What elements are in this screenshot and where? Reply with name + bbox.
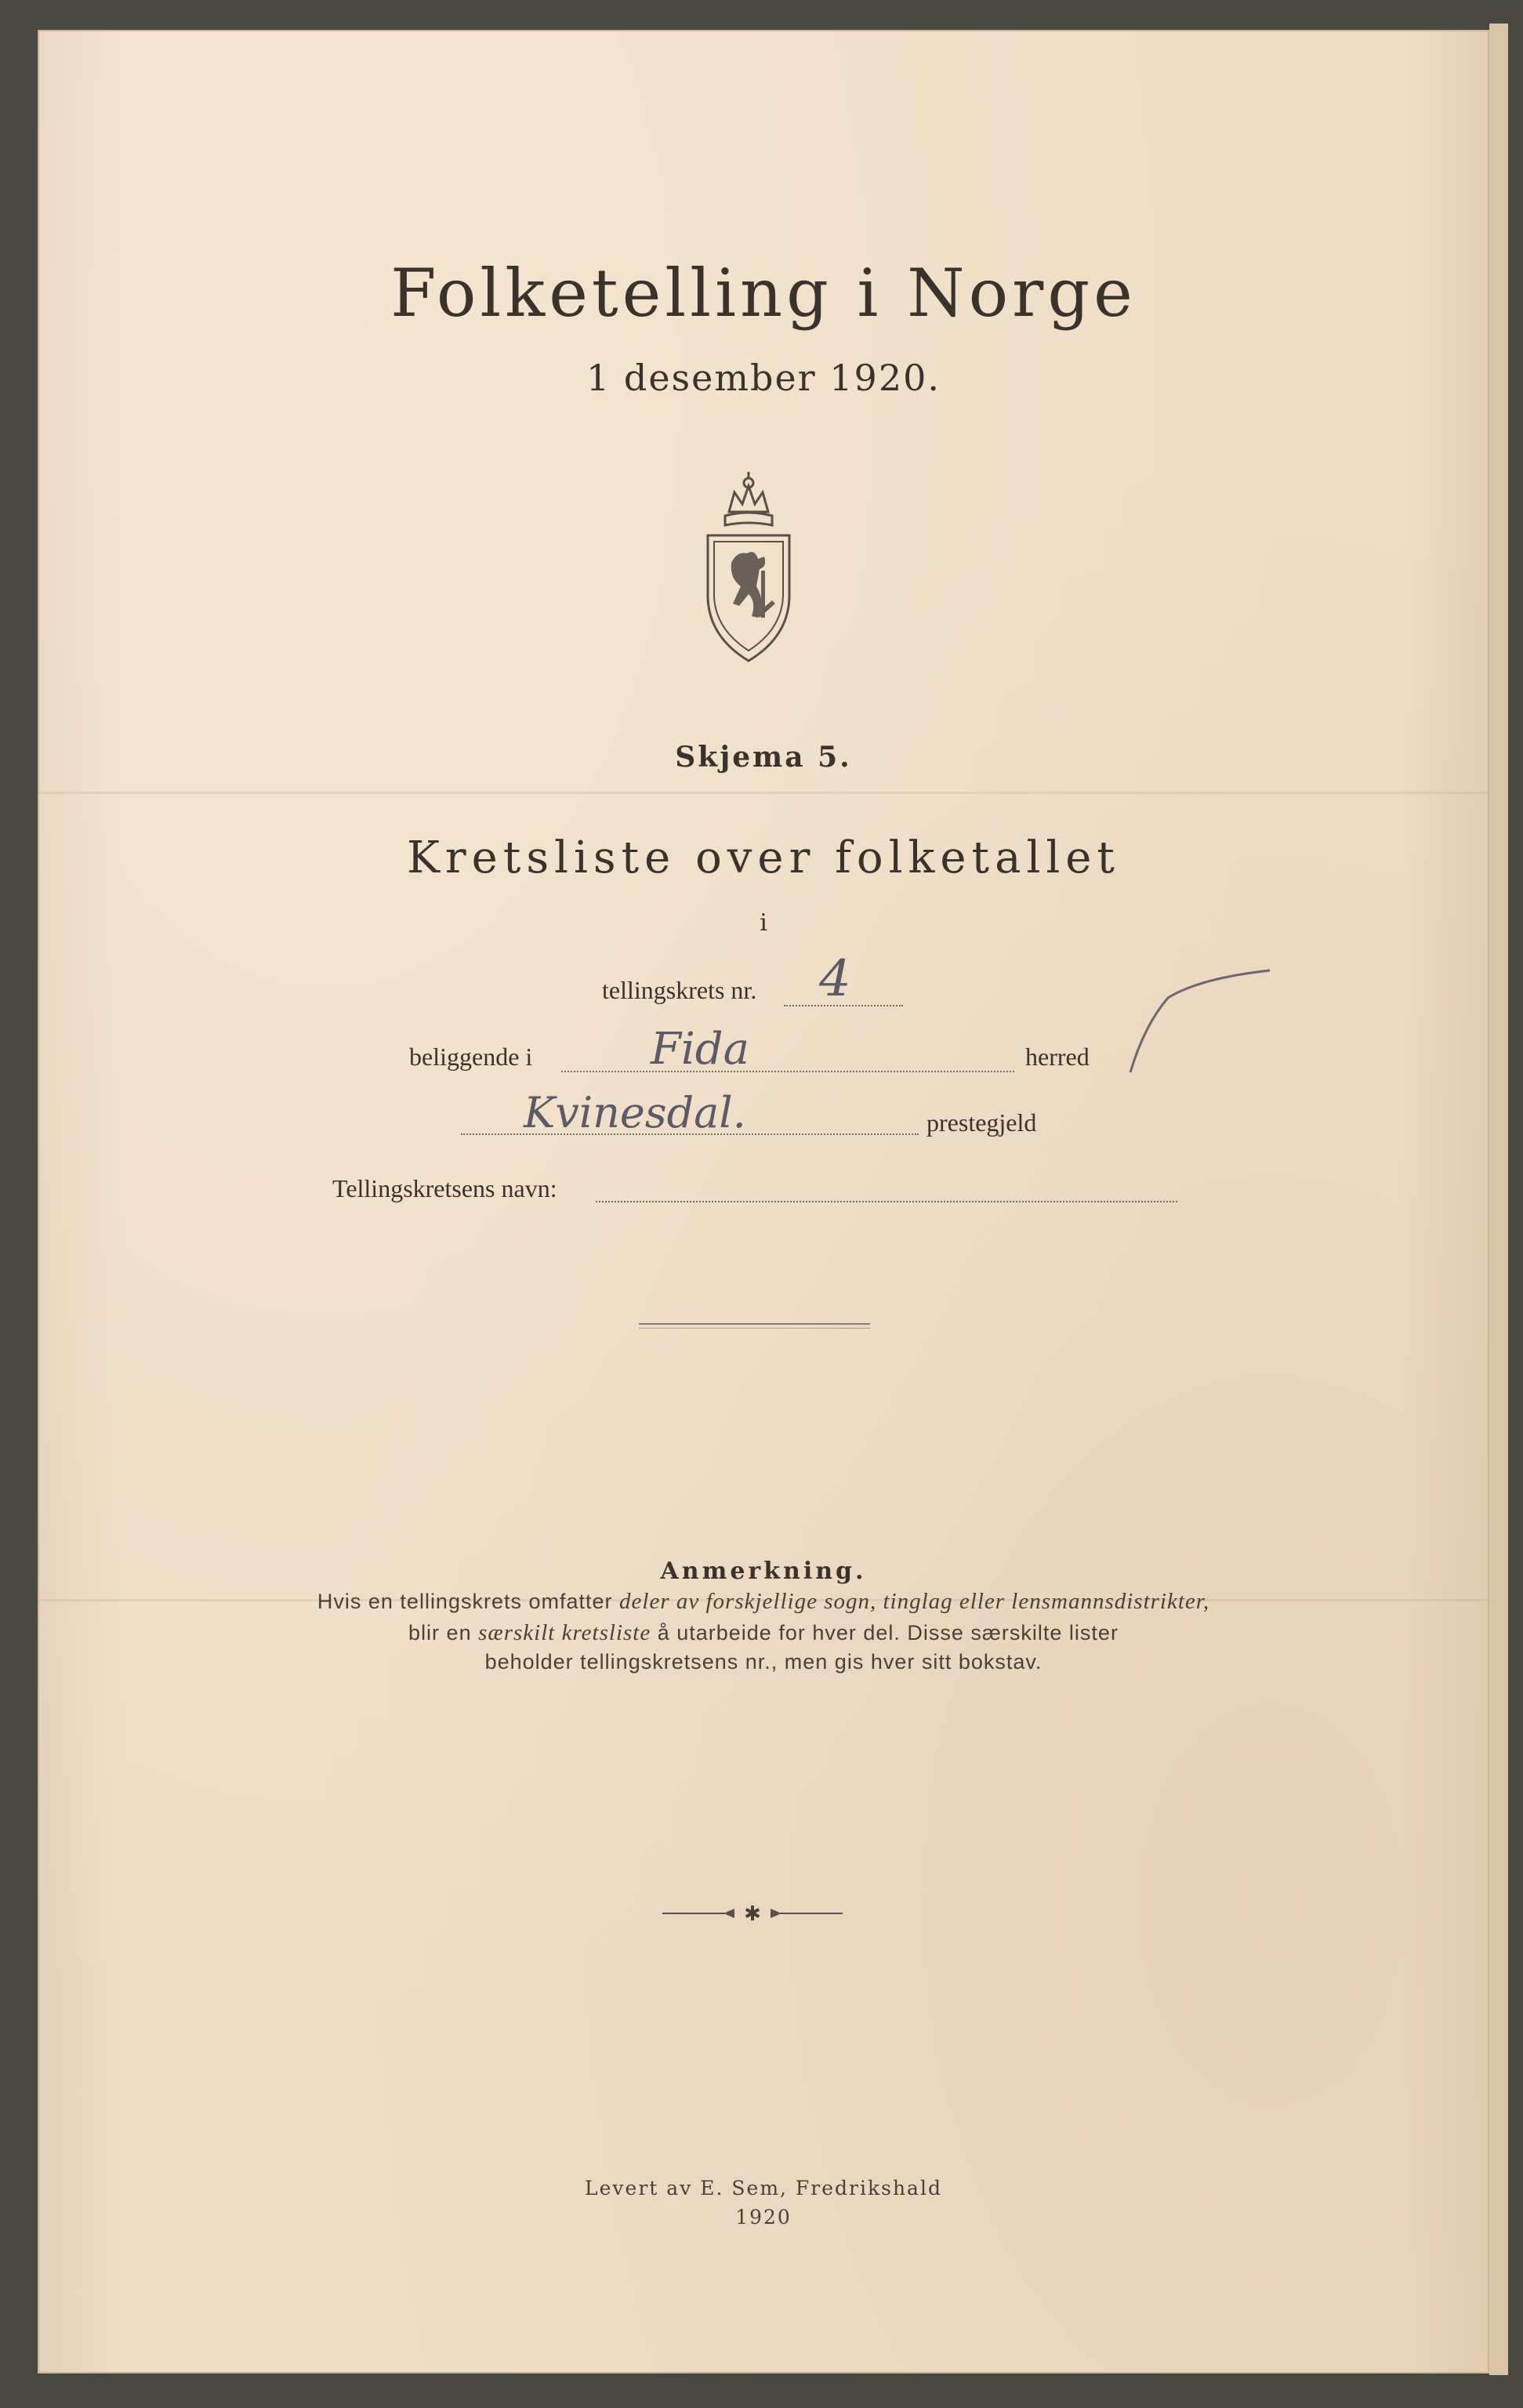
schema-label: Skjema 5. — [675, 741, 852, 774]
located-label: beliggende i — [409, 1043, 533, 1071]
note-line-1 — [38, 1589, 1489, 1615]
parish-value: Kvinesdal. — [524, 1088, 746, 1137]
svg-text:✱: ✱ — [744, 1902, 761, 1925]
note-line-2-text-a: blir en — [408, 1621, 479, 1645]
note-line-1-italic: deler av forskjellige sogn, tinglag eller lensmannsdistrikter, — [619, 1589, 1210, 1614]
fold-crease — [38, 792, 1489, 794]
district-name-line — [596, 1201, 1177, 1202]
note-line-1-text: Hvis en tellingskrets omfatter — [317, 1590, 620, 1613]
district-number-label: tellingskrets nr. — [602, 976, 757, 1004]
form-heading: Kretsliste over folketallet — [407, 832, 1120, 883]
census-date: 1 desember 1920. — [586, 357, 941, 399]
herred-label: herred — [1025, 1043, 1090, 1071]
printer-credit: Levert av E. Sem, Fredrikshald — [585, 2177, 942, 2199]
ornament-divider-icon — [662, 1902, 843, 1925]
note-heading: Anmerkning. — [660, 1558, 867, 1585]
parish-label: prestegjeld — [926, 1108, 1037, 1137]
herred-line — [561, 1071, 1014, 1072]
page-edge-strip — [1489, 24, 1508, 2375]
pencil-check-mark — [1121, 963, 1278, 1080]
herred-value: Fida — [651, 1024, 749, 1075]
divider-rule — [639, 1323, 870, 1329]
note-line-2 — [38, 1620, 1489, 1646]
note-line-3: beholder tellingskretsens nr., men gis hver sitt bokstav. — [484, 1650, 1043, 1674]
note-line-2-text-b: å utarbeide for hver del. Disse særskilte lister — [651, 1621, 1119, 1645]
district-number-value: 4 — [819, 950, 851, 1008]
page-title: Folketelling i Norge — [390, 255, 1137, 332]
norwegian-coat-of-arms-icon — [694, 469, 803, 665]
district-name-label: Tellingskretsens navn: — [332, 1174, 557, 1202]
preposition-i: i — [760, 909, 767, 937]
note-line-2-italic: særskilt kretsliste — [478, 1620, 651, 1645]
printer-year: 1920 — [735, 2206, 792, 2228]
